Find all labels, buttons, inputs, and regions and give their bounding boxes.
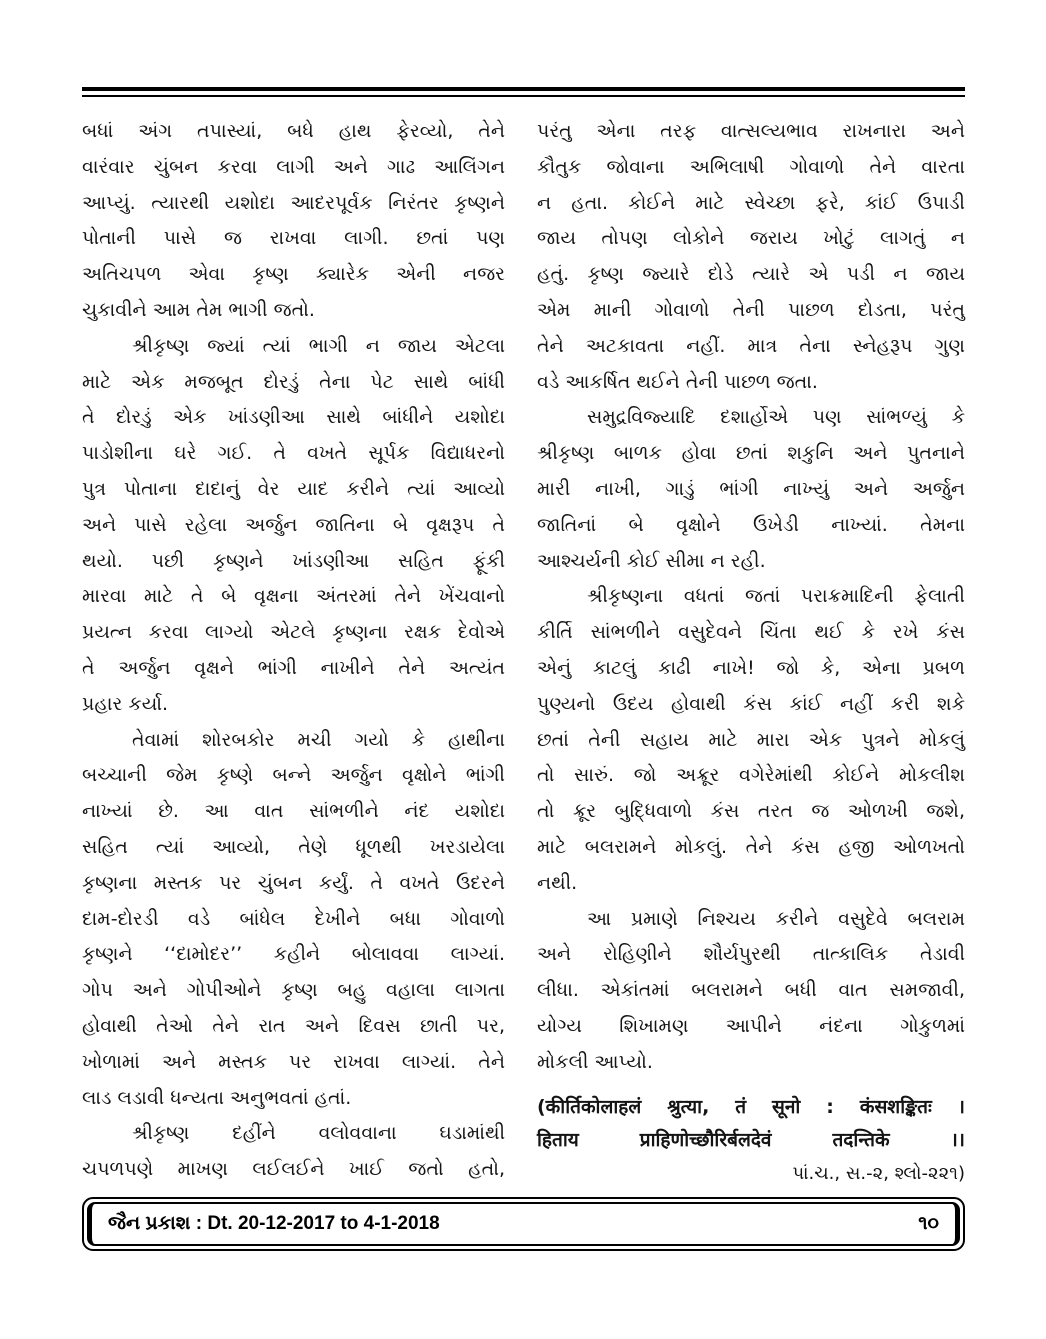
paragraph — [537, 579, 965, 901]
text-line: મારી નાખી, ગાડું ભાંગી નાખ્યું અને અર્જુન — [537, 477, 965, 500]
text-line: માટે એક મજબૂત દોરડું તેના પેટ સાથે બાંધી — [82, 370, 505, 393]
right-column — [537, 114, 965, 1190]
text-line: હતું. કૃષ્ણ જ્યારે દોડે ત્યારે એ પડી ન જાય — [537, 263, 965, 286]
footer-inner-frame — [87, 1202, 960, 1246]
text-line: આ પ્રમાણે નિશ્ચય કરીને વસુદેવે બલરામ — [587, 907, 965, 930]
text-line: પ્રહાર કર્યા. — [82, 692, 169, 715]
footer-box — [82, 1197, 965, 1251]
text-line: દામ-દોરડી વડે બાંધેલ દેખીને બધા ગોવાળો — [82, 907, 505, 930]
footer-publication-date: જૈન પ્રકાશ : Dt. 20-12-2017 to 4-1-2018 — [108, 1213, 440, 1234]
header-rule-thin — [82, 95, 965, 97]
text-line: તેને અટકાવતા નહીં. માત્ર તેના સ્નેહરૂપ ગુણ — [537, 334, 965, 357]
text-line: તેવામાં શોરબકોર મચી ગયો કે હાથીના — [132, 728, 505, 751]
text-line: ખોળામાં અને મસ્તક પર રાખવા લાગ્યાં. તેને — [82, 1050, 505, 1073]
text-line: મોકલી આપ્યો. — [537, 1050, 653, 1073]
text-line: અને રોહિણીને શૌર્યપુરથી તાત્કાલિક તેડાવી — [537, 943, 965, 966]
text-line: પાડોશીના ઘરે ગઈ. તે વખતે સૂર્પક વિદ્યાધરનો — [82, 442, 505, 465]
text-line: કૃષ્ણના મસ્તક પર ચુંબન કર્યું. તે વખતે ઉદરને — [82, 871, 505, 894]
text-line: હોવાથી તેઓ તેને રાત અને દિવસ છાતી પર, — [82, 1014, 505, 1037]
text-line: ચપળપણે માખણ લઈલઈને ખાઈ જતો હતો, — [82, 1158, 505, 1181]
text-line: પોતાની પાસે જ રાખવા લાગી. છતાં પણ — [82, 227, 505, 250]
sanskrit-verse — [537, 1091, 965, 1190]
text-line: કીર્તિ સાંભળીને વસુદેવને ચિંતા થઈ કે રખે કંસ — [537, 621, 965, 644]
text-line: મારવા માટે તે બે વૃક્ષના અંતરમાં તેને ખેંચવાનો — [82, 585, 505, 608]
text-line: લીધા. એકાંતમાં બલરામને બધી વાત સમજાવી, — [537, 979, 965, 1002]
text-line: એમ માની ગોવાળો તેની પાછળ દોડતા, પરંતુ — [537, 298, 965, 321]
paragraph — [537, 114, 965, 400]
text-line: તો સારું. જો અક્રૂર વગેરેમાંથી કોઈને મોકલીશ — [537, 764, 965, 787]
text-line: વારંવાર ચુંબન કરવા લાગી અને ગાઢ આલિંગન — [82, 155, 505, 178]
header-rule-thick — [82, 87, 965, 91]
left-column — [82, 114, 505, 1188]
text-line: તે દોરડું એક ખાંડણીઆ સાથે બાંધીને યશોદા — [82, 406, 505, 429]
text-line: નાખ્યાં છે. આ વાત સાંભળીને નંદ યશોદા — [82, 800, 505, 823]
paragraph — [82, 329, 505, 723]
text-line: કૃષ્ણને ‘‘દામોદર’’ કહીને બોલાવવા લાગ્યાં. — [82, 943, 505, 966]
text-line: આપ્યું. ત્યારથી યશોદા આદરપૂર્વક નિરંતર કૃષ્ણને — [82, 191, 505, 214]
paragraph — [82, 114, 505, 329]
text-line: શ્રીકૃષ્ણ બાળક હોવા છતાં શકુનિ અને પુતનાને — [537, 442, 965, 465]
text-line: ગોપ અને ગોપીઓને કૃષ્ણ બહુ વહાલા લાગતા — [82, 979, 505, 1002]
text-line: વડે આકર્ષિત થઈને તેની પાછળ જતા. — [537, 370, 818, 393]
text-line: પરંતુ એના તરફ વાત્સલ્યભાવ રાખનારા અને — [537, 120, 965, 142]
text-line: બચ્ચાની જેમ કૃષ્ણે બન્ને અર્જુન વૃક્ષોને ભાંગી — [82, 764, 505, 787]
text-line: આશ્ચર્યની કોઈ સીમા ન રહી. — [537, 549, 766, 572]
text-line: કૌતુક જોવાના અભિલાષી ગોવાળો તેને વારતા — [537, 155, 965, 178]
text-line: ચુકાવીને આમ તેમ ભાગી જતો. — [82, 298, 315, 321]
text-line: માટે બલરામને મોકલું. તેને કંસ હજી ઓળખતો — [537, 835, 965, 858]
text-line: શ્રીકૃષ્ણના વધતાં જતાં પરાક્રમાદિની ફેલાતી — [587, 585, 965, 608]
text-line: તે અર્જુન વૃક્ષને ભાંગી નાખીને તેને અત્યંત — [82, 656, 505, 679]
text-line: અને પાસે રહેલા અર્જુન જાતિના બે વૃક્ષરૂપ તે — [82, 513, 505, 536]
text-line: શ્રીકૃષ્ણ જ્યાં ત્યાં ભાગી ન જાય એટલા — [132, 334, 505, 357]
text-line: લાડ લડાવી ધન્યતા અનુભવતાં હતાં. — [82, 1086, 352, 1109]
text-line: નથી. — [537, 871, 578, 894]
text-line: પ્રયત્ન કરવા લાગ્યો એટલે કૃષ્ણના રક્ષક દેવોએ — [82, 621, 505, 644]
text-line: છતાં તેની સહાય માટે મારા એક પુત્રને મોકલું — [537, 728, 965, 751]
text-line: બધાં અંગ તપાસ્યાં, બધે હાથ ફેરવ્યો, તેને — [82, 120, 505, 142]
text-line: શ્રીકૃષ્ણ દહીંને વલોવવાના ઘડામાંથી — [132, 1122, 505, 1145]
page-number: ૧૦ — [918, 1213, 939, 1234]
verse-line: हिताय प्राहिणोच्छौरिर्बलदेवं तदन्तिके ।। — [537, 1128, 965, 1151]
text-line: જાતિનાં બે વૃક્ષોને ઉખેડી નાખ્યાં. તેમના — [537, 513, 965, 536]
paragraph — [537, 400, 965, 579]
text-line: યોગ્ય શિખામણ આપીને નંદના ગોકુળમાં — [537, 1014, 965, 1037]
text-line: ન હતા. કોઈને માટે સ્વેચ્છા ફરે, કાંઈ ઉપાડી — [537, 191, 965, 214]
verse-line: (कीर्तिकोलाहलं श्रुत्या, तं सूनो : कंसशङ्कितः । — [537, 1095, 965, 1118]
text-line: જાય તોપણ લોકોને જરાય ખોટું લાગતું ન — [537, 227, 965, 250]
text-line: તો ક્રૂર બુદ્ધિવાળો કંસ તરત જ ઓળખી જશે, — [537, 800, 965, 823]
text-line: સહિત ત્યાં આવ્યો, તેણે ધૂળથી ખરડાયેલા — [82, 835, 505, 858]
paragraph — [82, 1116, 505, 1188]
text-line: પુત્ર પોતાના દાદાનું વેર યાદ કરીને ત્યાં આવ્યો — [82, 477, 505, 500]
text-line: થયો. પછી કૃષ્ણને ખાંડણીઆ સહિત ફૂંકી — [82, 549, 505, 572]
text-line: એનું કાટલું કાઢી નાખે! જો કે, એના પ્રબળ — [537, 656, 965, 679]
text-line: પુણ્યનો ઉદય હોવાથી કંસ કાંઈ નહીં કરી શકે — [537, 692, 965, 715]
paragraph — [537, 902, 965, 1081]
text-line: સમુદ્રવિજ્યાદિ દશાર્હોએ પણ સાંભળ્યું કે — [587, 406, 965, 429]
verse-reference: પાં.ચ., સ.-૨, શ્લો-૨૨૧) — [792, 1162, 965, 1184]
paragraph — [82, 723, 505, 1117]
text-line: અતિચપળ એવા કૃષ્ણ ક્યારેક એની નજર — [82, 263, 505, 286]
